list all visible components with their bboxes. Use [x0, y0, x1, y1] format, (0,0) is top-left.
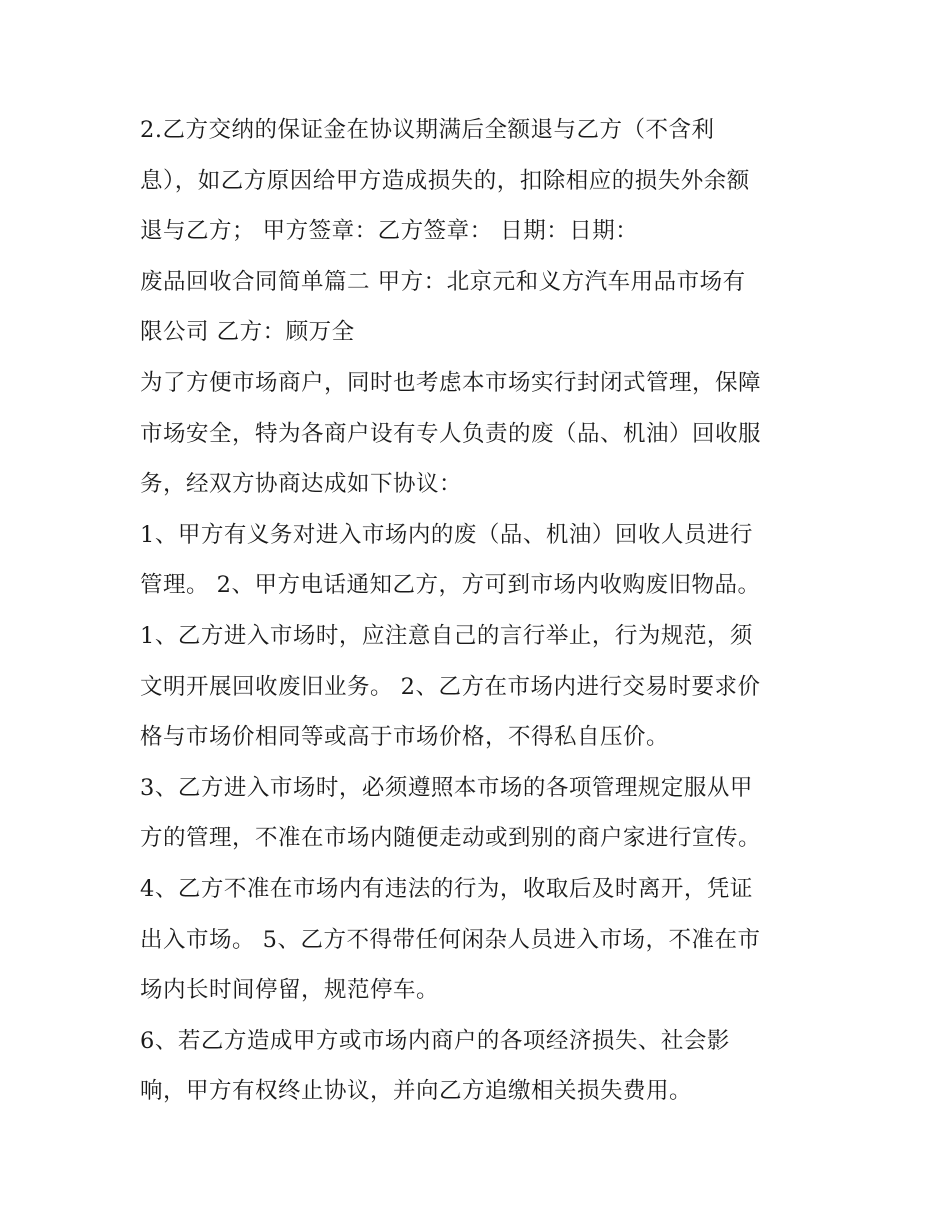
text-line: 格与市场价相同等或高于市场价格，不得私自压价。 — [140, 724, 670, 750]
text-line: 1、乙方进入市场时，应注意自己的言行举止，行为规范，须 — [140, 623, 753, 649]
text-line: 响，甲方有权终止协议，并向乙方追缴相关损失费用。 — [140, 1078, 693, 1104]
text-line: 出入市场。 5、乙方不得带任何闲杂人员进入市场，不准在市 — [140, 927, 761, 953]
text-line: 6、若乙方造成甲方或市场内商户的各项经济损失、社会影 — [140, 1028, 730, 1054]
text-line: 退与乙方； 甲方签章：乙方签章： 日期：日期： — [140, 218, 639, 244]
text-line: 2.乙方交纳的保证金在协议期满后全额退与乙方（不含利 — [140, 117, 715, 143]
text-line: 息），如乙方原因给甲方造成损失的，扣除相应的损失外余额 — [140, 168, 750, 194]
text-line: 场内长时间停留，规范停车。 — [140, 977, 440, 1003]
text-line: 废品回收合同简单篇二 甲方：北京元和义方汽车用品市场有 — [140, 269, 746, 295]
text-line: 方的管理，不准在市场内随便走动或到别的商户家进行宣传。 — [140, 825, 762, 851]
text-line: 限公司 乙方：顾万全 — [140, 319, 355, 345]
text-line: 市场安全，特为各商户设有专人负责的废（品、机油）回收服 — [140, 421, 762, 447]
text-line: 4、乙方不准在市场内有违法的行为，收取后及时离开，凭证 — [140, 876, 753, 902]
text-line: 务，经双方协商达成如下协议： — [140, 471, 463, 497]
text-line: 1、甲方有义务对进入市场内的废（品、机油）回收人员进行 — [140, 522, 753, 548]
text-line: 3、乙方进入市场时，必须遵照本市场的各项管理规定服从甲 — [140, 775, 753, 801]
text-line: 为了方便市场商户，同时也考虑本市场实行封闭式管理，保障 — [140, 370, 762, 396]
text-line: 管理。 2、甲方电话通知乙方，方可到市场内收购废旧物品。 — [140, 572, 761, 598]
text-line: 文明开展回收废旧业务。 2、乙方在市场内进行交易时要求价 — [140, 674, 761, 700]
